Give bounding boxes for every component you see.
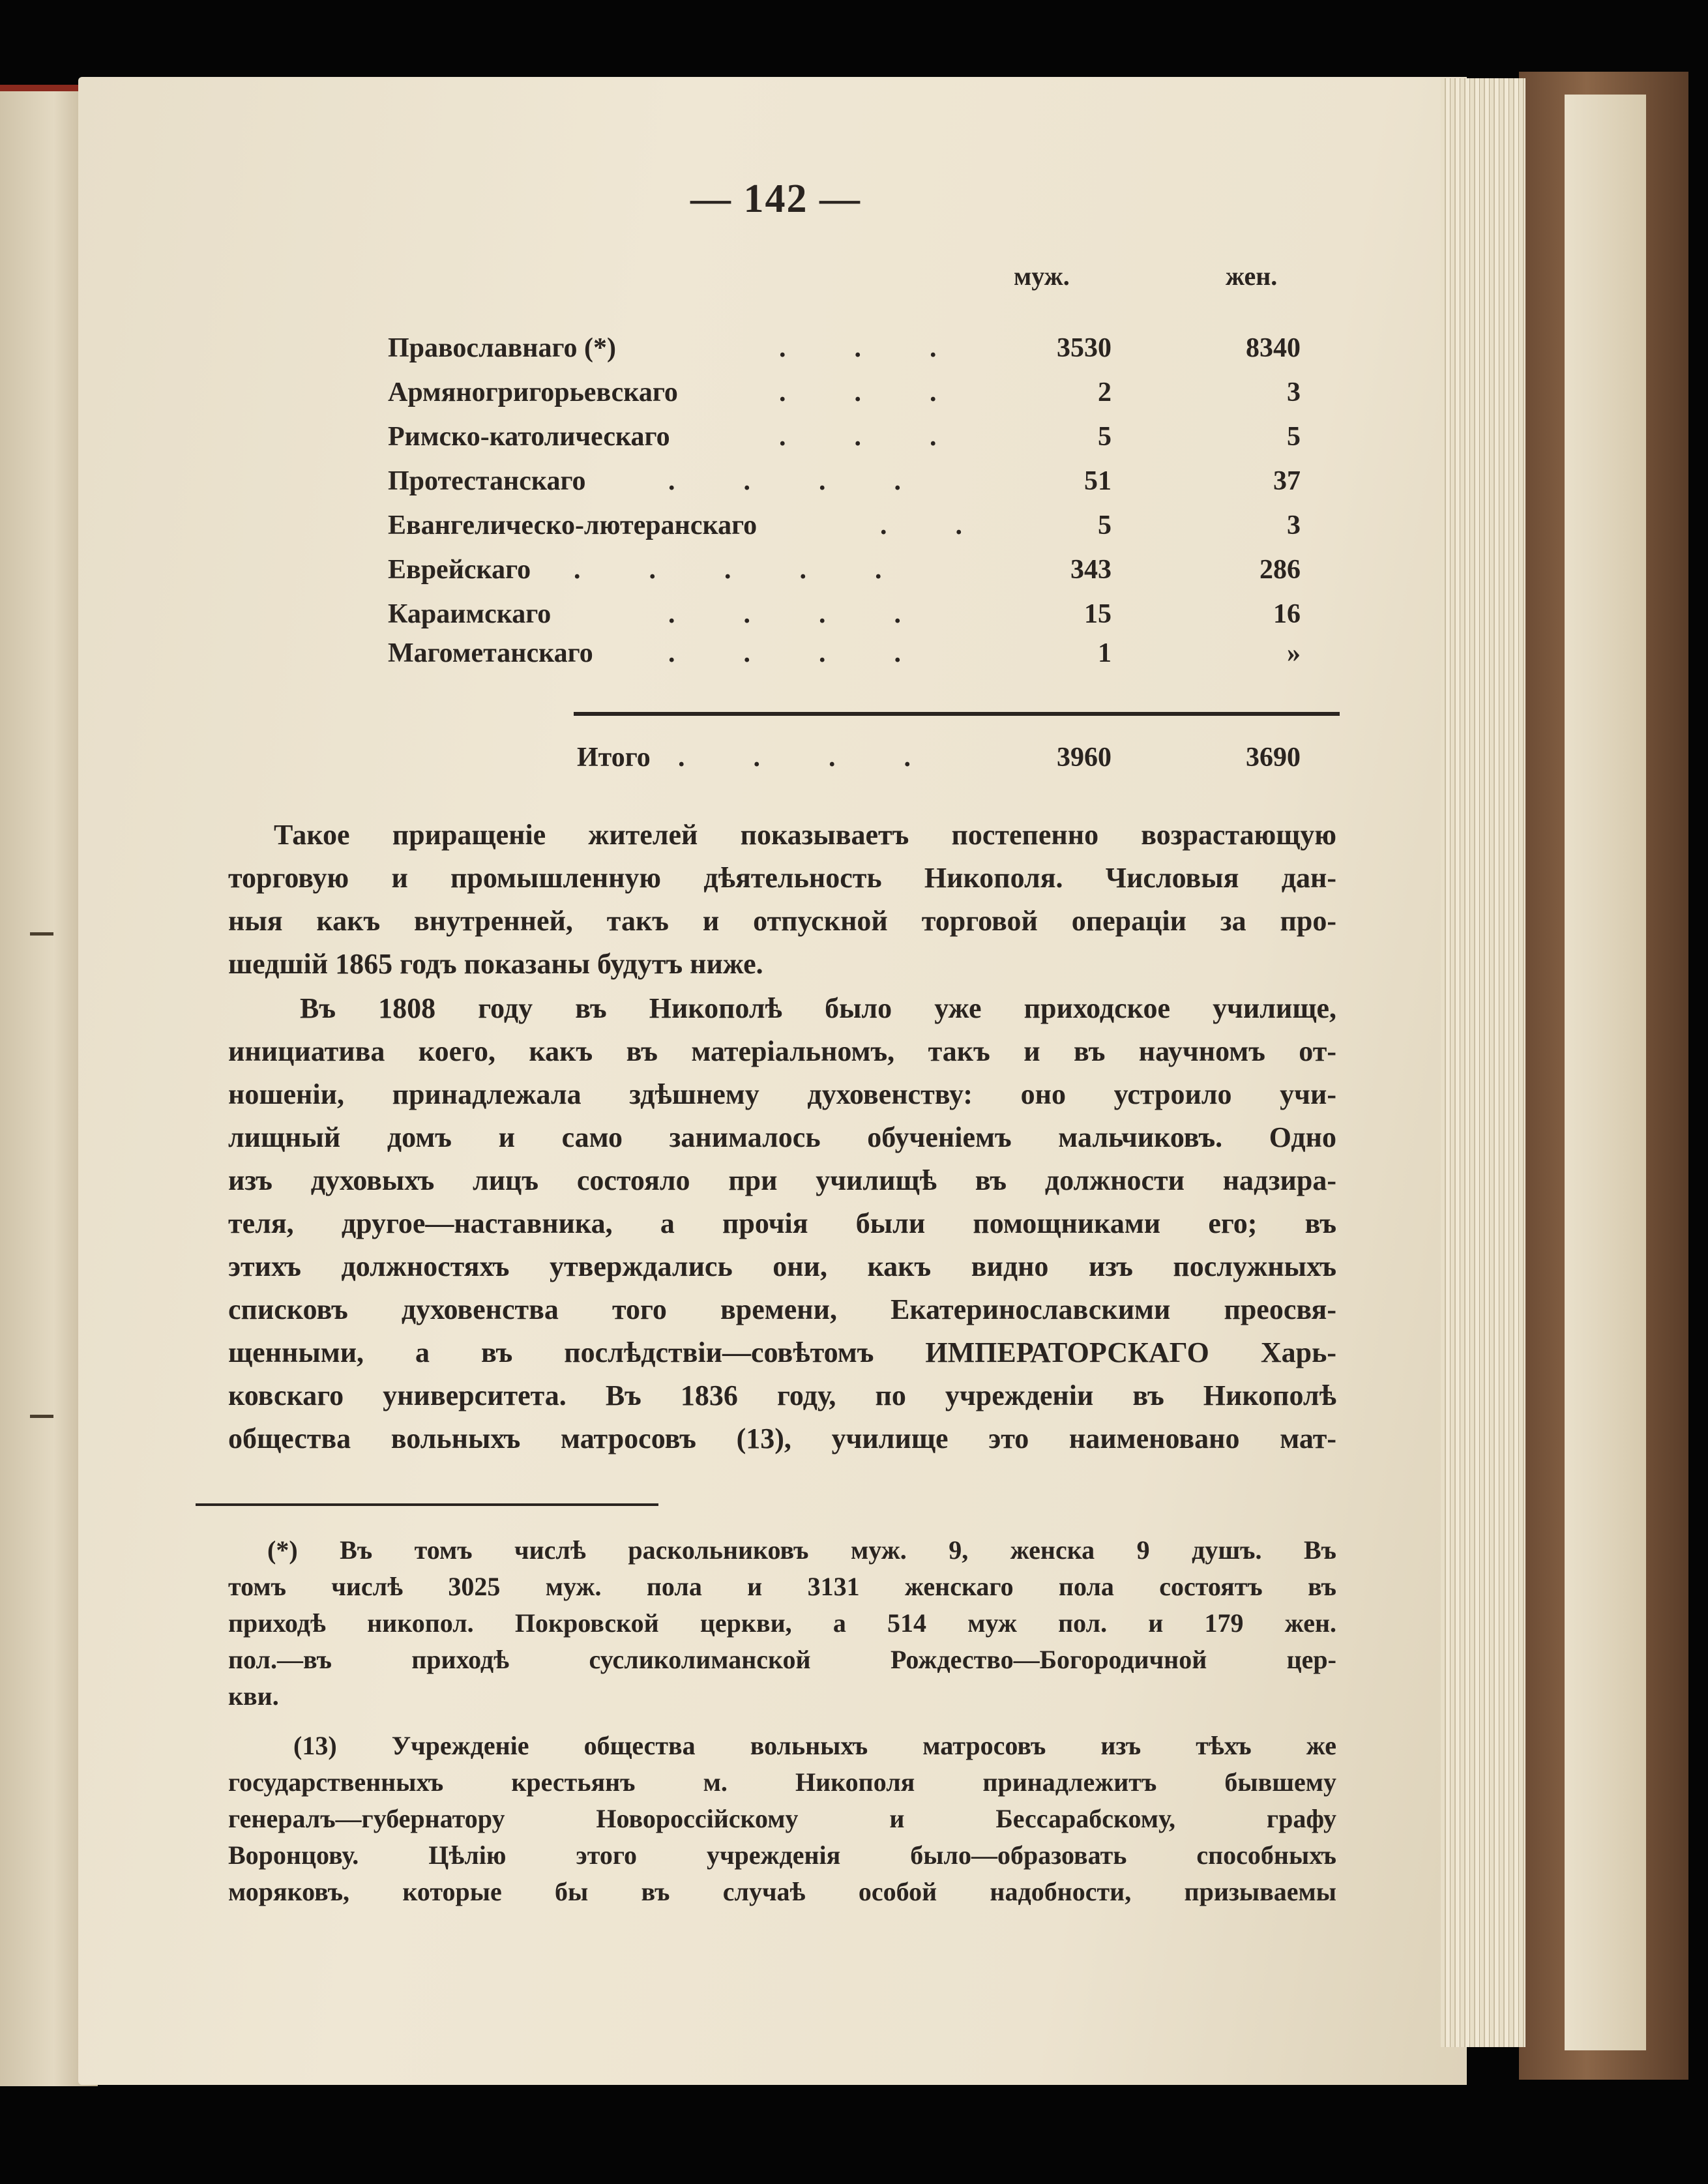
text-line: приходѣ никопол. Покровской церкви, а 514 муж пол. и 179 жен. [228,1608,1336,1638]
leader-dots: . . . [779,333,937,363]
row-male: 1 [1098,638,1112,668]
table-row [388,332,1301,374]
row-female: 16 [1273,599,1301,629]
text-line: ныя какъ внутренней, такъ и отпускной торговой операціи за про- [228,905,1336,937]
row-female: 3 [1287,377,1301,407]
table-row [388,421,1301,463]
total-male: 3960 [1057,743,1112,773]
facing-page-mark [30,932,53,936]
leader-dots: . . . [779,377,937,407]
col-header-male: муж. [1014,261,1070,291]
row-label: Евангелическо-лютеранскаго [388,510,758,540]
text-line: этихъ должностяхъ утверждались они, какъ видно изъ послужныхъ [228,1250,1336,1282]
leader-dots: . . . . . [574,555,882,585]
text-line: общества вольныхъ матросовъ (13), училище это наименовано мат- [228,1423,1336,1454]
row-female: 5 [1287,422,1301,452]
table-row [388,554,1301,596]
text-line: (*) Въ томъ числѣ раскольниковъ муж. 9, женска 9 душъ. Въ [267,1535,1336,1565]
total-rule [574,712,1340,716]
row-female: 8340 [1246,333,1301,363]
paragraph-school [228,987,1336,1460]
text-line: изъ духовыхъ лицъ состояло при училищѣ въ должности надзира- [228,1164,1336,1196]
leader-dots: . . . . [668,638,901,668]
text-line: списковъ духовенства того времени, Екатеринославскими преосвя- [228,1293,1336,1325]
text-line: генералъ—губернатору Новороссійскому и Бессарабскому, графу [228,1804,1336,1833]
row-male: 5 [1098,422,1112,452]
facing-page-mark [30,1415,53,1418]
row-label: Магометанскаго [388,638,593,668]
text-line: ковскаго университета. Въ 1836 году, по учрежденіи въ Никополѣ [228,1380,1336,1411]
leader-dots: . . . . [668,599,901,629]
text-line: инициатива коего, какъ въ матеріальномъ, такъ и въ научномъ от- [228,1035,1336,1067]
row-male: 2 [1098,377,1112,407]
total-label: Итого [577,743,651,773]
leader-dots: . . . . [678,743,911,773]
footnote-asterisk [228,1532,1336,1715]
row-male: 5 [1098,510,1112,540]
table-row [388,638,1301,679]
col-header-female: жен. [1226,261,1278,291]
row-label: Караимскаго [388,599,552,629]
text-line: государственныхъ крестьянъ м. Никополя принадлежитъ бывшему [228,1767,1336,1797]
text-line: пол.—въ приходѣ сусликолиманской Рождество—Богородичной цер- [228,1645,1336,1674]
text-line: Въ 1808 году въ Никополѣ было уже приходское училище, [300,992,1336,1024]
row-male: 343 [1070,555,1112,585]
table-row [388,465,1301,507]
total-row [388,742,1301,784]
row-label: Римско-католическаго [388,422,670,452]
leader-dots: . . . . [668,466,901,496]
row-female: 3 [1287,510,1301,540]
text-line: Такое приращеніе жителей показываетъ постепенно возрастающую [274,819,1336,851]
footnote-13 [228,1728,1336,1910]
text-line: ношеніи, принадлежала здѣшнему духовенству: оно устроило учи- [228,1078,1336,1110]
text-line: Воронцову. Цѣлію этого учрежденія было—образовать способныхъ [228,1840,1336,1870]
row-male: 15 [1084,599,1112,629]
row-label: Православнаго (*) [388,333,617,363]
table-row [388,510,1301,552]
row-female: » [1287,638,1301,668]
page-edges [1441,78,1525,2047]
leader-dots: . . [880,510,962,540]
text-line: торговую и промышленную дѣятельность Никополя. Числовыя дан- [228,862,1336,894]
row-label: Протестанскаго [388,466,586,496]
total-female: 3690 [1246,743,1301,773]
text-line: шедшій 1865 годъ показаны будутъ ниже. [228,948,763,980]
row-label: Еврейскаго [388,555,531,585]
table-row [388,598,1301,640]
page-number: — 142 — [690,177,861,221]
paragraph-growth [228,814,1336,986]
row-female: 37 [1273,466,1301,496]
footnote-rule [196,1503,658,1506]
text-line: теля, другое—наставника, а прочія были помощниками его; въ [228,1207,1336,1239]
leader-dots: . . . [779,422,937,452]
row-male: 3530 [1057,333,1112,363]
row-male: 51 [1084,466,1112,496]
text-line: моряковъ, которые бы въ случаѣ особой надобности, призываемы [228,1877,1336,1906]
text-line: кви. [228,1681,279,1711]
text-line: щенными, а въ послѣдствіи—совѣтомъ ИМПЕРАТОРСКАГО Харь- [228,1336,1336,1368]
row-female: 286 [1259,555,1301,585]
text-line: (13) Учрежденіе общества вольныхъ матросовъ изъ тѣхъ же [293,1731,1336,1760]
back-flyleaf [1565,95,1646,2050]
text-line: лищный домъ и само занималось обученіемъ мальчиковъ. Одно [228,1121,1336,1153]
row-label: Армяногригорьевскаго [388,377,678,407]
table-row [388,377,1301,419]
text-line: томъ числѣ 3025 муж. пола и 3131 женскаго пола состоятъ въ [228,1572,1336,1601]
